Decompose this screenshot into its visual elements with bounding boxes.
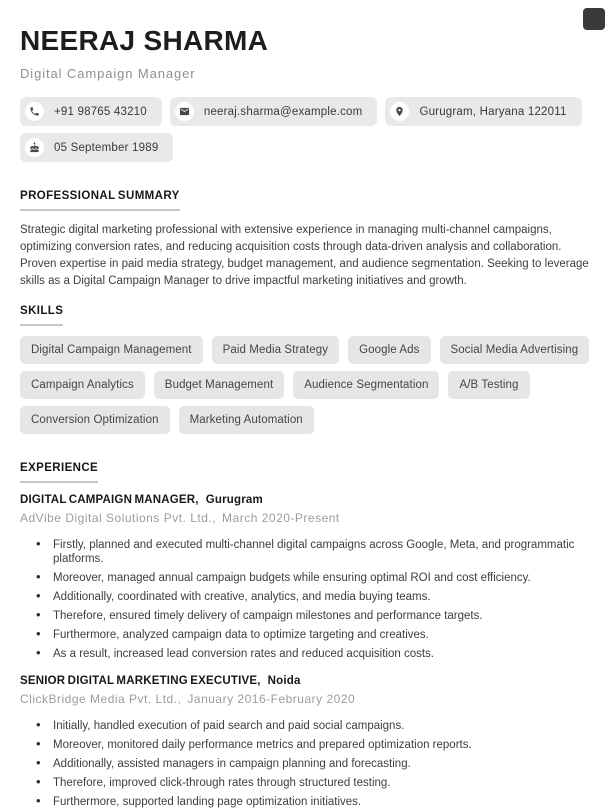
- location-text: Gurugram, Haryana 122011: [419, 105, 567, 118]
- summary-paragraph: Strategic digital marketing professional with extensive experience in managing multi-channel campaigns, optimizing conversion rates, and reducing acquisition costs through data-driven analysis and collaboration. Proven expertise in paid media strategy, budget management, and audience segmentation. Seeking to leverage skills as a Digital Campaign Manager to drive impactful marketing initiatives and growth.: [20, 224, 589, 287]
- job-title: DIGITAL CAMPAIGN MANAGER,: [20, 494, 199, 506]
- experience-entry: [20, 675, 592, 809]
- experience-bullet: • Moreover, monitored daily performance metrics and prepared optimization reports.: [20, 738, 592, 752]
- job-location: Gurugram: [205, 494, 263, 506]
- experience-section: [20, 458, 592, 809]
- phone-icon: [25, 102, 44, 121]
- job-location: Noida: [267, 675, 301, 687]
- job-dates: January 2016-February 2020: [187, 692, 356, 706]
- experience-bullet: • Therefore, improved click-through rates through structured testing.: [20, 776, 592, 790]
- experience-bullet: • Initially, handled execution of paid search and paid social campaigns.: [20, 719, 592, 733]
- mail-icon: [175, 102, 194, 121]
- experience-bullet: • As a result, increased lead conversion rates and reduced acquisition costs.: [20, 647, 592, 661]
- job-title: SENIOR DIGITAL MARKETING EXECUTIVE,: [20, 675, 261, 687]
- company-line: [20, 692, 592, 706]
- birthday-cake-icon: [25, 138, 44, 157]
- skill-chip: Marketing Automation: [179, 406, 314, 434]
- company-name: AdVibe Digital Solutions Pvt. Ltd.,: [20, 511, 217, 525]
- job-title-line: [20, 675, 592, 688]
- experience-bullet: • Furthermore, supported landing page optimization initiatives.: [20, 795, 592, 809]
- candidate-name: NEERAJ SHARMA: [20, 25, 269, 56]
- birthdate-text: 05 September 1989: [54, 141, 159, 154]
- contact-chips: [20, 97, 592, 162]
- skill-chip: Budget Management: [154, 371, 284, 399]
- skills-list: [20, 336, 592, 434]
- location-pin-icon: [390, 102, 409, 121]
- birthdate-chip: [20, 133, 173, 162]
- skills-heading: SKILLS: [20, 305, 63, 326]
- summary-section: [20, 186, 592, 290]
- email-address: neeraj.sharma@example.com: [203, 105, 363, 118]
- experience-heading: EXPERIENCE: [20, 462, 98, 483]
- skills-section: [20, 301, 592, 434]
- experience-bullet: • Moreover, managed annual campaign budgets while ensuring optimal ROI and cost efficiency.: [20, 571, 592, 585]
- skill-chip: Google Ads: [348, 336, 430, 364]
- skill-chip: A/B Testing: [448, 371, 529, 399]
- corner-accent-square: [583, 8, 605, 30]
- experience-bullet: • Additionally, assisted managers in campaign planning and forecasting.: [20, 757, 592, 771]
- candidate-job-title: Digital Campaign Manager: [20, 66, 196, 81]
- experience-bullet: • Therefore, ensured timely delivery of campaign milestones and performance targets.: [20, 609, 592, 623]
- company-line: [20, 511, 592, 525]
- skill-chip: Social Media Advertising: [440, 336, 590, 364]
- company-name: ClickBridge Media Pvt. Ltd.,: [20, 692, 182, 706]
- skill-chip: Audience Segmentation: [293, 371, 439, 399]
- phone-chip: [20, 97, 162, 126]
- skill-chip: Campaign Analytics: [20, 371, 145, 399]
- job-title-line: [20, 494, 592, 507]
- skill-chip: Conversion Optimization: [20, 406, 170, 434]
- summary-heading: PROFESSIONAL SUMMARY: [20, 190, 180, 211]
- skill-chip: Digital Campaign Management: [20, 336, 203, 364]
- experience-bullet: • Firstly, planned and executed multi-channel digital campaigns across Google, Meta, and programmatic platforms.: [20, 538, 592, 566]
- job-dates: March 2020-Present: [222, 511, 340, 525]
- location-chip: [385, 97, 581, 126]
- experience-bullet: • Additionally, coordinated with creative, analytics, and media buying teams.: [20, 590, 592, 604]
- experience-bullet: • Furthermore, analyzed campaign data to optimize targeting and creatives.: [20, 628, 592, 642]
- email-chip: [170, 97, 378, 126]
- job-bullet-list: [20, 719, 592, 809]
- experience-entry: [20, 494, 592, 661]
- skill-chip: Paid Media Strategy: [212, 336, 339, 364]
- resume-header: [20, 26, 592, 162]
- job-bullet-list: [20, 538, 592, 661]
- phone-number: +91 98765 43210: [54, 105, 147, 118]
